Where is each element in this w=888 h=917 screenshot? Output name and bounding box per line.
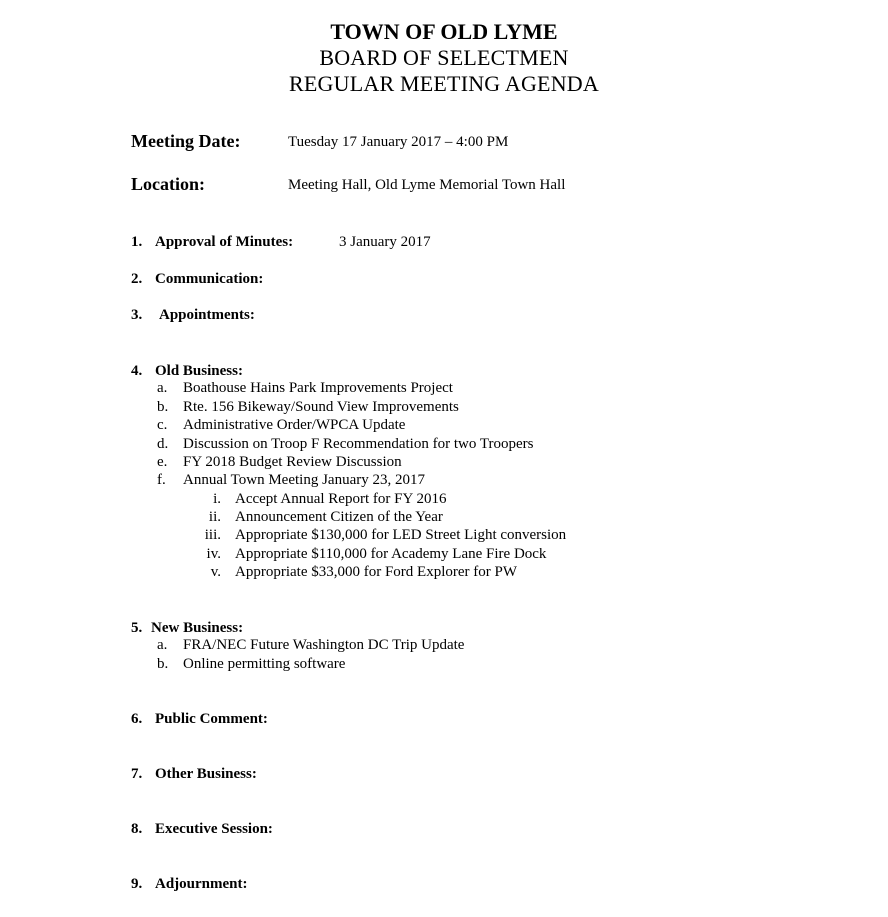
list-item-marker: a. xyxy=(157,380,168,396)
section-approval-of-minutes-date: 3 January 2017 xyxy=(339,234,431,250)
sublist-item: Appropriate $33,000 for Ford Explorer for PW xyxy=(235,564,518,580)
meeting-date-value: Tuesday 17 January 2017 – 4:00 PM xyxy=(288,134,509,150)
section-number: 7. xyxy=(131,766,143,782)
sublist-item: Announcement Citizen of the Year xyxy=(235,509,443,525)
section-other-business: Other Business: xyxy=(155,766,257,782)
section-number: 2. xyxy=(131,271,143,287)
sublist-item: Accept Annual Report for FY 2016 xyxy=(235,491,447,507)
list-item: Administrative Order/WPCA Update xyxy=(183,417,406,433)
meeting-date-label: Meeting Date: xyxy=(131,131,241,151)
section-number: 9. xyxy=(131,876,143,892)
list-item-marker: b. xyxy=(157,399,169,415)
section-number: 3. xyxy=(131,307,143,323)
list-item: Boathouse Hains Park Improvements Project xyxy=(183,380,453,396)
section-old-business: Old Business: xyxy=(155,363,243,379)
section-number: 6. xyxy=(131,711,143,727)
list-item: Online permitting software xyxy=(183,656,346,672)
section-number: 1. xyxy=(131,234,143,250)
list-item-marker: d. xyxy=(157,436,169,452)
section-public-comment: Public Comment: xyxy=(155,711,268,727)
list-item: FRA/NEC Future Washington DC Trip Update xyxy=(183,637,465,653)
document-subtitle-board: BOARD OF SELECTMEN xyxy=(319,45,569,70)
sublist-item-marker: iii. xyxy=(204,527,221,543)
section-adjournment: Adjournment: xyxy=(155,876,248,892)
section-number: 8. xyxy=(131,821,143,837)
document-title: TOWN OF OLD LYME xyxy=(330,19,558,44)
list-item-marker: b. xyxy=(157,656,169,672)
sublist-item-marker: v. xyxy=(210,564,221,580)
section-new-business: New Business: xyxy=(151,620,244,636)
list-item: Discussion on Troop F Recommendation for two Troopers xyxy=(183,436,534,452)
sublist-item-marker: iv. xyxy=(206,546,221,562)
location-label: Location: xyxy=(131,174,205,194)
list-item: FY 2018 Budget Review Discussion xyxy=(183,454,402,470)
section-approval-of-minutes: Approval of Minutes: xyxy=(155,234,294,250)
section-number: 5. xyxy=(131,620,143,636)
document-subtitle-agenda: REGULAR MEETING AGENDA xyxy=(289,71,599,96)
sublist-item-marker: i. xyxy=(213,491,221,507)
list-item-marker: a. xyxy=(157,637,168,653)
list-item: Annual Town Meeting January 23, 2017 xyxy=(183,472,425,488)
list-item-marker: e. xyxy=(157,454,168,470)
section-communication: Communication: xyxy=(155,271,264,287)
section-executive-session: Executive Session: xyxy=(155,821,273,837)
sublist-item-marker: ii. xyxy=(208,509,221,525)
list-item-marker: f. xyxy=(157,472,166,488)
sublist-item: Appropriate $110,000 for Academy Lane Fire Dock xyxy=(235,546,547,562)
sublist-item: Appropriate $130,000 for LED Street Light conversion xyxy=(235,527,567,543)
list-item-marker: c. xyxy=(157,417,168,433)
location-value: Meeting Hall, Old Lyme Memorial Town Hall xyxy=(288,177,566,193)
section-number: 4. xyxy=(131,363,143,379)
list-item: Rte. 156 Bikeway/Sound View Improvements xyxy=(183,399,459,415)
section-appointments: Appointments: xyxy=(159,307,255,323)
